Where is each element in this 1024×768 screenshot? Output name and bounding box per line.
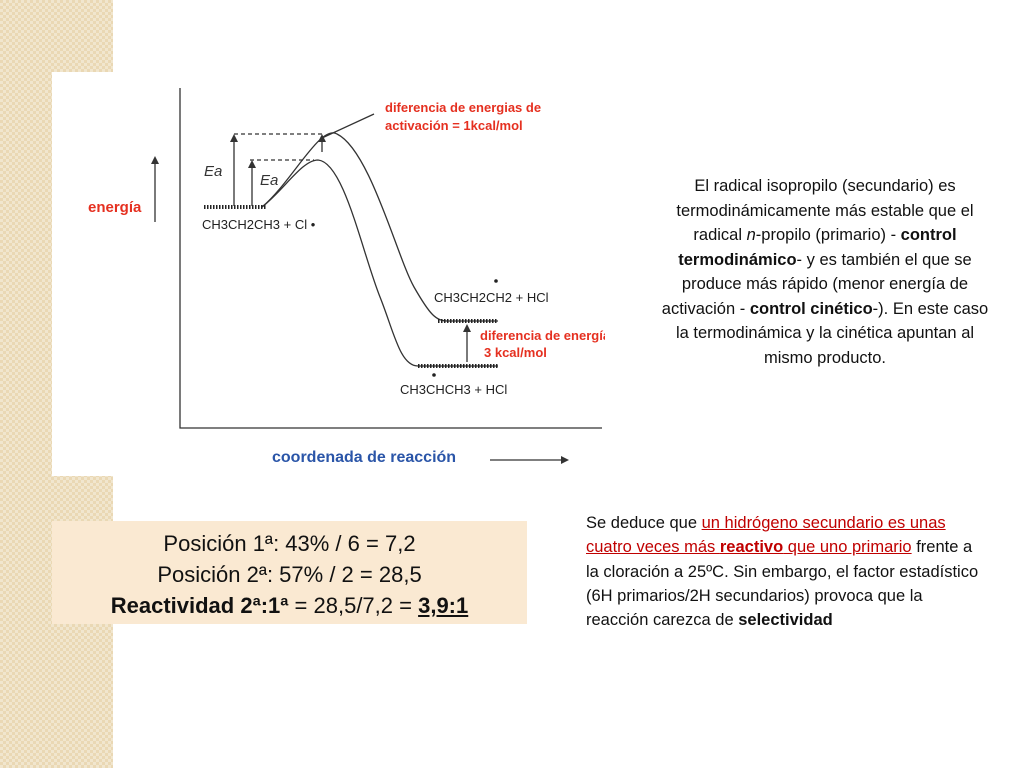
secondary-product-label: CH3CHCH3 + HCl: [400, 382, 508, 397]
energy-profile-diagram: [52, 72, 605, 476]
deduction-red-1: un hidrógeno secundario es unas cuatro veces más: [586, 514, 946, 557]
energy-diff-line1: diferencia de energía: [480, 328, 605, 343]
reactants-label: CH3CH2CH3 + Cl •: [202, 217, 316, 232]
calculation-box: [52, 521, 527, 624]
deduction-bold-selectivity: selectividad: [738, 611, 833, 630]
y-axis-label: energía: [88, 199, 142, 216]
activation-diff-leader: [322, 114, 374, 138]
description-bold-kinetic: control cinético: [749, 299, 873, 318]
deduction-paragraph: [586, 511, 981, 632]
activation-diff-line2: activación = 1kcal/mol: [385, 118, 523, 133]
deduction-red-bold: reactivo: [719, 538, 784, 557]
y-axis-line: [180, 88, 602, 428]
secondary-radical-dot: [432, 373, 436, 377]
calc-line-3-expression: = 28,5/7,2 =: [288, 593, 419, 618]
ea-label-secondary: Ea: [260, 172, 279, 189]
deduction-text-1: Se deduce que: [586, 514, 702, 532]
deduction-text-2: frente a la cloración a 25ºC. Sin embargo, el factor estadístico (6H primarios/2H secundarios) provoca que la reacción carezca de: [586, 538, 979, 630]
x-axis-label: coordenada de reacción: [272, 449, 457, 466]
secondary-pathway-curve: [262, 160, 498, 366]
calc-line-3-label: Reactividad 2ª:1ª: [110, 593, 289, 618]
primary-product-label: CH3CH2CH2 + HCl: [434, 290, 549, 305]
calc-line-3: [52, 590, 527, 621]
primary-radical-dot: [494, 279, 498, 283]
activation-diff-line1: diferencia de energias de: [385, 100, 542, 115]
ea-label-primary: Ea: [204, 163, 223, 180]
calc-line-1: Posición 1ª: 43% / 6 = 7,2: [163, 531, 416, 556]
description-text-2: -propilo (primario) -: [755, 226, 901, 244]
energy-diagram-panel: [52, 72, 605, 476]
description-italic-n: n: [746, 226, 756, 244]
deduction-red-2: que uno primario: [783, 538, 912, 557]
description-paragraph: [660, 174, 990, 370]
calc-line-3-result: 3,9:1: [418, 593, 469, 618]
energy-diff-line2: 3 kcal/mol: [484, 345, 547, 360]
description-text-1: El radical isopropilo (secundario) es termodinámicamente más estable que el radical: [676, 177, 974, 244]
description-bold-thermo: control termodinámico: [678, 226, 957, 269]
description-text-4: -). En este caso la termodinámica y la cinética apuntan al mismo producto.: [675, 299, 989, 367]
description-text-3: - y es también el que se produce más rápido (menor energía de activación -: [661, 250, 972, 318]
calc-line-2: Posición 2ª: 57% / 2 = 28,5: [157, 562, 422, 587]
